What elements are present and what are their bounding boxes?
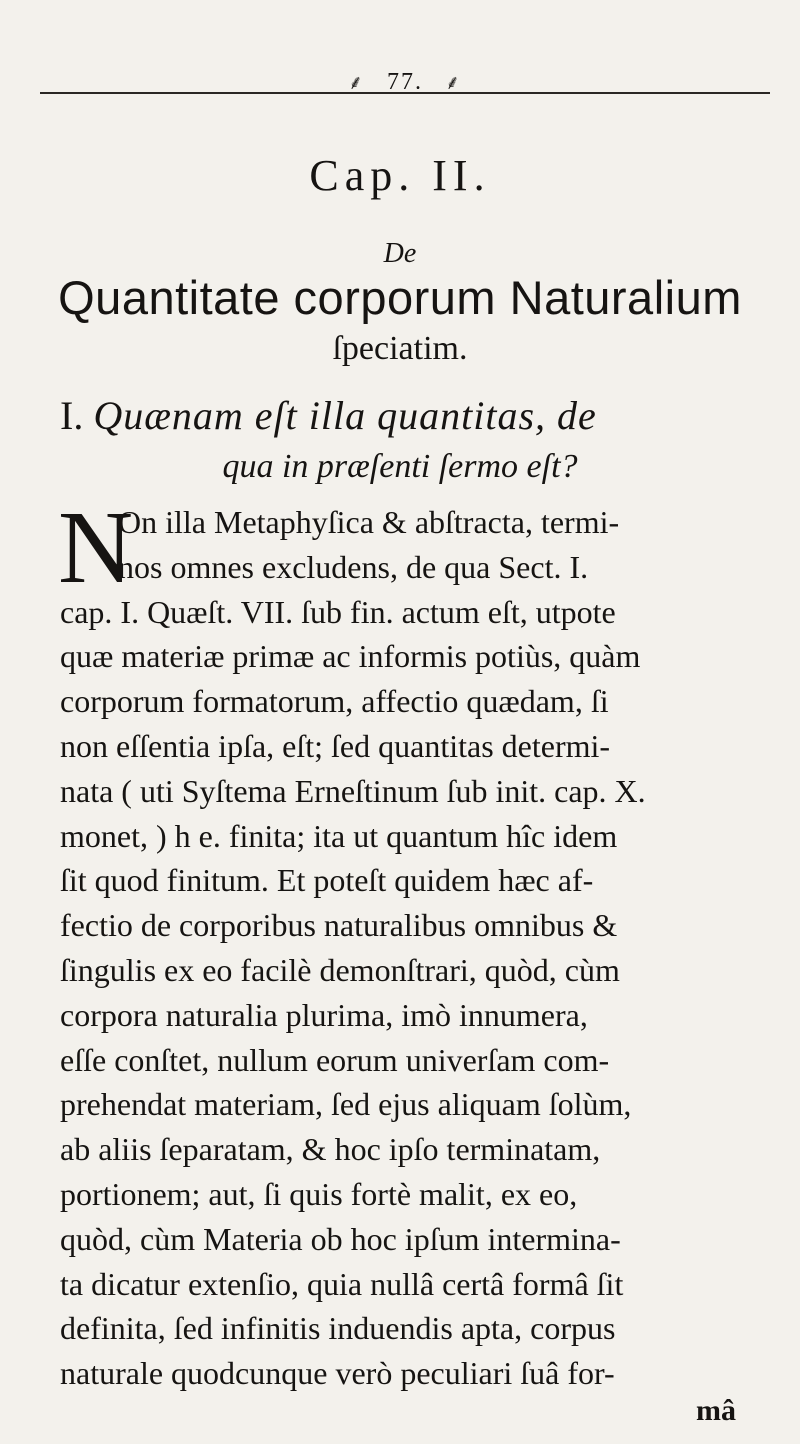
question-text-line2: qua in præſenti ſermo eſt? — [222, 448, 578, 485]
body-line: non eſſentia ipſa, eſt; ſed quantitas determi- — [60, 727, 611, 764]
question-text-line1: Quænam eſt illa quantitas, de — [93, 393, 597, 438]
body-line: portionem; aut, ſi quis fortè malit, ex eo, — [60, 1175, 578, 1212]
chapter-de: De — [383, 238, 417, 269]
body-line: nos omnes excludens, de qua Sect. I. — [118, 548, 589, 585]
chapter-title-line1: Quantitate corporum Naturalium — [58, 271, 742, 324]
question-number: I. — [60, 393, 84, 438]
ornament-right-icon: ⸙ — [445, 72, 462, 94]
body-line: corpora naturalia plurima, imò innumera, — [60, 996, 588, 1033]
body-line: prehendat materiam, ſed ejus aliquam ſolùm, — [60, 1086, 632, 1123]
ornament-left-icon: ⸙ — [348, 72, 365, 94]
drop-cap: N — [58, 490, 134, 605]
body-line: quæ materiæ primæ ac informis potiùs, quàm — [60, 638, 641, 675]
page-number: 77. — [387, 69, 423, 95]
body-line: fectio de corporibus naturalibus omnibus & — [60, 907, 618, 944]
body-line: cap. I. Quæſt. VII. ſub fin. actum eſt, utpote — [60, 593, 616, 630]
body-line: naturale quodcunque verò peculiari ſuâ for- — [60, 1355, 615, 1392]
page-number-line — [40, 68, 770, 96]
body-line: definita, ſed infinitis induendis apta, corpus — [60, 1310, 616, 1347]
body-line: ſit quod finitum. Et poteſt quidem hæc af- — [60, 862, 594, 899]
question-line1 — [60, 392, 597, 439]
body-line: On illa Metaphyſica & abſtracta, termi- — [118, 504, 620, 540]
chapter-label: Cap. II. — [309, 151, 491, 200]
body-line: ta dicatur extenſio, quia nullâ certâ formâ ſit — [60, 1265, 624, 1302]
body-text — [58, 490, 750, 1396]
catchword: mâ — [696, 1394, 736, 1427]
body-line: corporum formatorum, affectio quædam, ſi — [60, 683, 609, 720]
body-line: monet, ) h e. finita; ita ut quantum hîc idem — [60, 817, 618, 854]
body-line: nata ( uti Syſtema Erneſtinum ſub init. cap. X. — [60, 772, 646, 809]
running-header — [40, 68, 770, 98]
body-line: quòd, cùm Materia ob hoc ipſum intermina- — [60, 1220, 621, 1257]
body-line: ab aliis ſeparatam, & hoc ipſo terminatam, — [60, 1131, 601, 1168]
chapter-title-line2: ſpeciatim. — [332, 330, 468, 367]
body-line: ſingulis ex eo facilè demonſtrari, quòd, cùm — [60, 951, 620, 988]
body-line: eſſe conſtet, nullum eorum univerſam com- — [60, 1041, 610, 1078]
